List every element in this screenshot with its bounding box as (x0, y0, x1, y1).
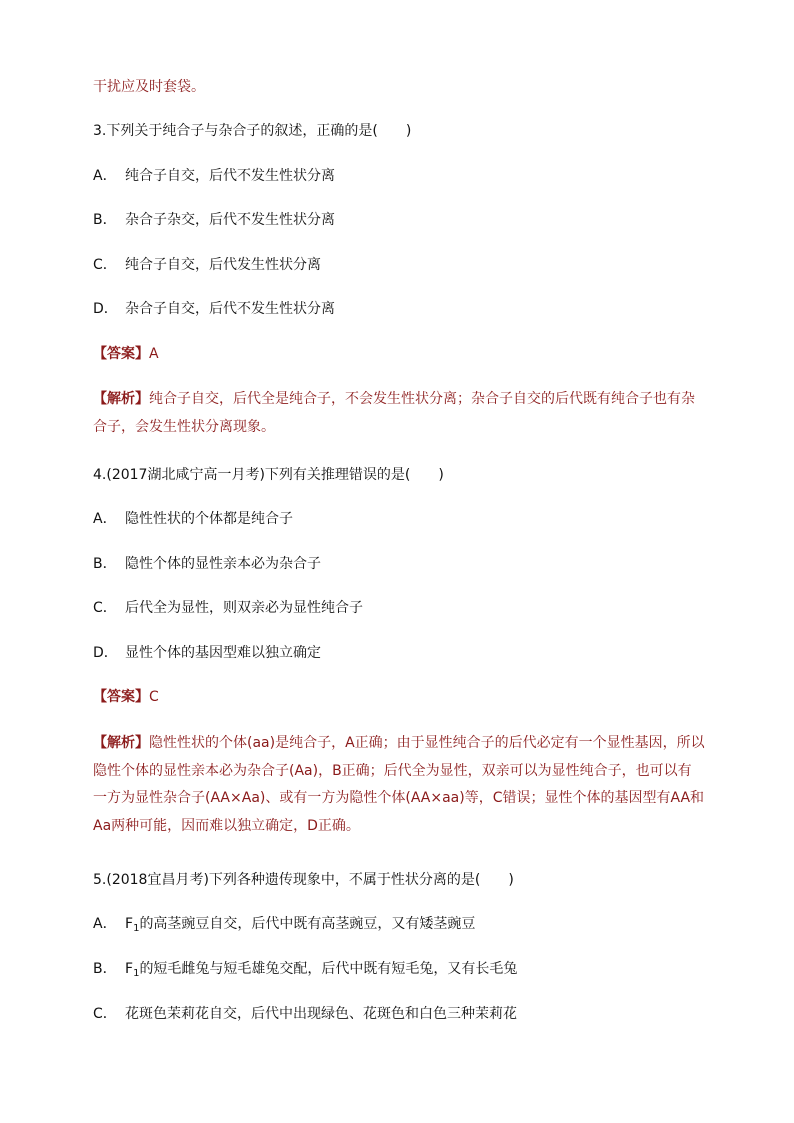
option-letter: D． (93, 645, 118, 661)
q3-answer (93, 343, 159, 365)
q3-option-c (93, 254, 321, 276)
option-letter: B． (93, 961, 117, 977)
q3-analysis (93, 386, 705, 441)
q4-option-b (93, 553, 321, 575)
q4-option-c (93, 597, 363, 619)
option-letter: C． (93, 1006, 117, 1022)
q5-option-a (93, 913, 475, 937)
option-letter: B． (93, 212, 117, 228)
option-text: 的高茎豌豆自交，后代中既有高茎豌豆，又有矮茎豌豆 (139, 916, 476, 932)
analysis-line: 【解析】纯合子自交，后代全是纯合子，不会发生性状分离；杂合子自交的后代既有纯合子也有杂 (93, 391, 695, 407)
option-text: 纯合子自交，后代发生性状分离 (125, 257, 321, 273)
q3-option-b (93, 209, 335, 231)
q3-option-a (93, 165, 335, 187)
option-letter: A． (93, 168, 117, 184)
analysis-line: 【解析】隐性性状的个体(aa)是纯合子，A正确；由于显性纯合子的后代必定有一个显性基因，所以 (93, 735, 705, 751)
option-letter: A． (93, 511, 117, 527)
q3-option-d (93, 298, 335, 320)
q4-option-d (93, 642, 321, 664)
analysis-line: 隐性个体的显性亲本必为杂合子(Aa)，B正确；后代全为显性，双亲可以为显性纯合子，也可以有 (93, 762, 692, 779)
analysis-line: Aa两种可能，因而难以独立确定，D正确。 (93, 817, 360, 834)
option-prefix: F (125, 916, 134, 932)
option-text: 花斑色茉莉花自交，后代中出现绿色、花斑色和白色三种茉莉花 (125, 1006, 517, 1022)
q3-stem: 3.下列关于纯合子与杂合子的叙述，正确的是( ) (93, 123, 412, 139)
q4-option-a (93, 508, 293, 530)
q4-analysis (93, 730, 705, 840)
answer-label: 【答案】 (93, 346, 149, 362)
analysis-line: 一方为显性杂合子(AA×Aa)、或有一方为隐性个体(AA×aa)等，C错误；显性个体的基因型有AA和 (93, 790, 705, 806)
q5-option-c (93, 1003, 517, 1025)
option-letter: C． (93, 600, 117, 616)
option-letter: B． (93, 556, 117, 572)
option-subscript: 1 (133, 968, 140, 979)
option-prefix: F (125, 961, 134, 977)
q4-stem: 4.(2017湖北咸宁高一月考)下列有关推理错误的是( ) (93, 467, 444, 483)
answer-label: 【答案】 (93, 689, 149, 705)
option-text: 隐性个体的显性亲本必为杂合子 (125, 556, 321, 572)
previous-analysis-tail: 干扰应及时套袋。 (93, 79, 205, 95)
analysis-label: 【解析】 (93, 391, 149, 407)
option-text: 杂合子杂交，后代不发生性状分离 (125, 212, 335, 228)
answer-value: A (149, 346, 159, 362)
option-letter: D． (93, 301, 118, 317)
option-text: 纯合子自交，后代不发生性状分离 (125, 168, 335, 184)
q5-option-b (93, 958, 517, 982)
option-text: 显性个体的基因型难以独立确定 (125, 645, 321, 661)
option-text: 杂合子自交，后代不发生性状分离 (125, 301, 335, 317)
option-letter: A． (93, 916, 117, 932)
option-text: 后代全为显性，则双亲必为显性纯合子 (125, 600, 363, 616)
option-letter: C． (93, 257, 117, 273)
analysis-label: 【解析】 (93, 735, 149, 751)
option-text: 的短毛雌兔与短毛雄兔交配，后代中既有短毛兔，又有长毛兔 (139, 961, 518, 977)
q5-stem: 5.(2018宜昌月考)下列各种遗传现象中，不属于性状分离的是( ) (93, 872, 514, 888)
answer-value: C (149, 689, 159, 705)
analysis-line: 合子，会发生性状分离现象。 (93, 418, 275, 435)
q4-answer (93, 686, 159, 708)
option-subscript: 1 (133, 923, 140, 934)
option-text: 隐性性状的个体都是纯合子 (125, 511, 293, 527)
